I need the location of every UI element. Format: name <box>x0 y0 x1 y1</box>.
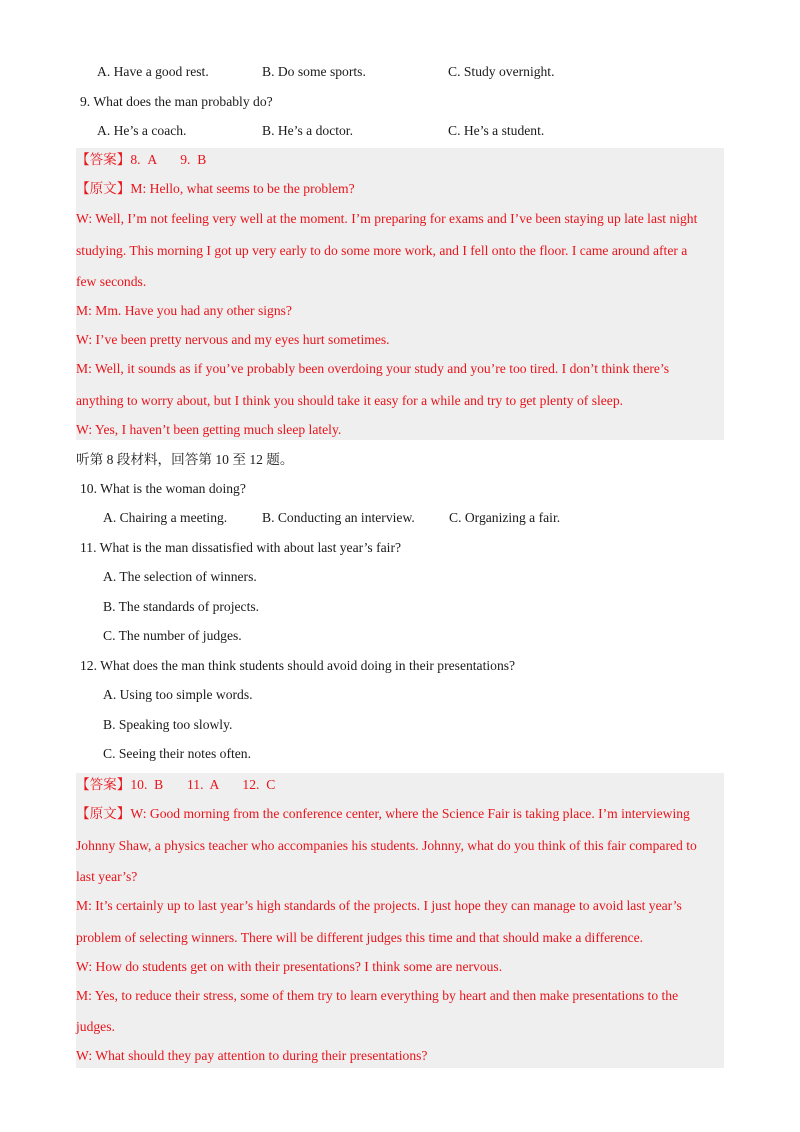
q10-option-b: B. Conducting an interview. <box>262 510 415 525</box>
q9-option-a: A. He’s a coach. <box>97 123 187 138</box>
answer-label: 【答案】 <box>76 777 131 792</box>
transcript-1-line-9: W: Yes, I haven’t been getting much sleep lately. <box>76 422 342 437</box>
q9-option-c: C. He’s a student. <box>448 123 545 138</box>
transcript-2-line-2: Johnny Shaw, a physics teacher who accompanies his students. Johnny, what do you think of this fair compared to <box>76 838 697 853</box>
q11-question: 11. What is the man dissatisfied with about last year’s fair? <box>80 540 402 555</box>
q10-option-c: C. Organizing a fair. <box>449 510 561 525</box>
q8-option-c: C. Study overnight. <box>448 64 555 79</box>
transcript-2-line-3: last year’s? <box>76 869 138 884</box>
q8-option-a: A. Have a good rest. <box>97 64 209 79</box>
q11-option-a: A. The selection of winners. <box>103 569 257 584</box>
answer-1 <box>76 151 206 169</box>
transcript-1-line-4: few seconds. <box>76 274 147 289</box>
section-instruction: 听第 8 段材料，回答第 10 至 12 题。 <box>76 452 294 467</box>
transcript-label: 【原文】 <box>76 181 131 196</box>
q12-option-a: A. Using too simple words. <box>103 687 253 702</box>
q11-option-b: B. The standards of projects. <box>103 599 260 614</box>
transcript-label: 【原文】 <box>76 806 131 821</box>
transcript-1-line-5: M: Mm. Have you had any other signs? <box>76 303 292 318</box>
q9-option-b: B. He’s a doctor. <box>262 123 353 138</box>
q11-option-c: C. The number of judges. <box>103 628 242 643</box>
transcript-2-line-4: M: It’s certainly up to last year’s high standards of the projects. I just hope they can manage to avoid last year’s <box>76 898 682 913</box>
transcript-2-line-6: W: How do students get on with their presentations? I think some are nervous. <box>76 959 503 974</box>
transcript-2-line-8: judges. <box>76 1019 115 1034</box>
answer-label: 【答案】 <box>76 152 131 167</box>
q12-option-c: C. Seeing their notes often. <box>103 746 251 761</box>
transcript-2-line-5: problem of selecting winners. There will be different judges this time and that should make a difference. <box>76 930 643 945</box>
q10-question: 10. What is the woman doing? <box>80 481 246 496</box>
transcript-2-line-9: W: What should they pay attention to during their presentations? <box>76 1048 428 1063</box>
answer-text: 10. B 11. A 12. C <box>130 777 276 792</box>
q8-option-b: B. Do some sports. <box>262 64 366 79</box>
transcript-1-line-7: M: Well, it sounds as if you’ve probably been overdoing your study and you’re too tired. I don’t think there’s <box>76 361 670 376</box>
transcript-text: M: Hello, what seems to be the problem? <box>130 181 355 196</box>
transcript-1-line-6: W: I’ve been pretty nervous and my eyes hurt sometimes. <box>76 332 390 347</box>
q12-option-b: B. Speaking too slowly. <box>103 717 233 732</box>
answer-2 <box>76 776 275 794</box>
transcript-1-line-2: W: Well, I’m not feeling very well at the moment. I’m preparing for exams and I’ve been staying up late last night <box>76 211 698 226</box>
transcript-2-line-7: M: Yes, to reduce their stress, some of them try to learn everything by heart and then make presentations to the <box>76 988 679 1003</box>
answer-text: 8. A 9. B <box>130 152 207 167</box>
transcript-2-line-1 <box>76 805 690 823</box>
q9-question: 9. What does the man probably do? <box>80 94 273 109</box>
transcript-1-line-1 <box>76 180 355 198</box>
transcript-1-line-8: anything to worry about, but I think you should take it easy for a while and try to get plenty of sleep. <box>76 393 624 408</box>
transcript-text: W: Good morning from the conference center, where the Science Fair is taking place. I’m interviewing <box>130 806 690 821</box>
transcript-1-line-3: studying. This morning I got up very early to do some more work, and I fell onto the floor. I came around after a <box>76 243 688 258</box>
q12-question: 12. What does the man think students should avoid doing in their presentations? <box>80 658 516 673</box>
q10-option-a: A. Chairing a meeting. <box>103 510 228 525</box>
